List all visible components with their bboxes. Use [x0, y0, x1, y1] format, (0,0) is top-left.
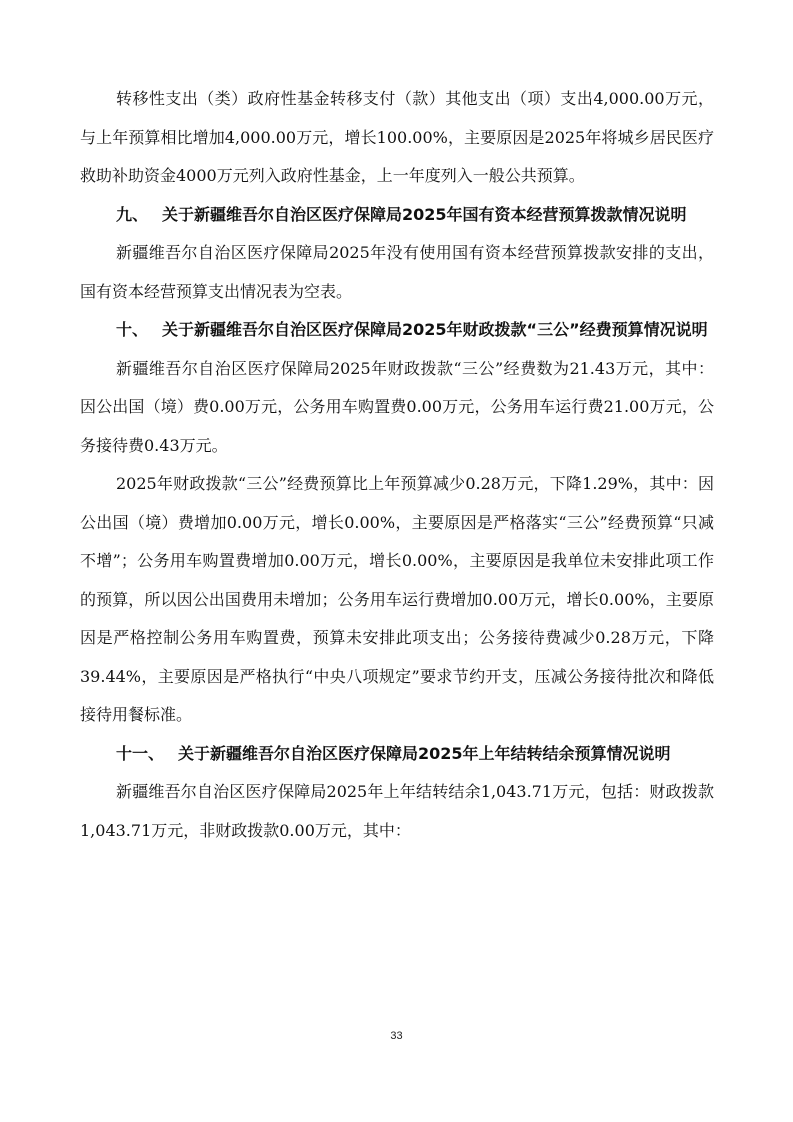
section-title: 关于新疆维吾尔自治区医疗保障局2025年上年结转结余预算情况说明 [178, 743, 671, 763]
section-title: 关于新疆维吾尔自治区医疗保障局2025年财政拨款“三公”经费预算情况说明 [162, 320, 708, 339]
paragraph-three-public-total: 新疆维吾尔自治区医疗保障局2025年财政拨款“三公”经费数为21.43万元，其中：因公出国（境）费0.00万元，公务用车购置费0.00万元，公务用车运行费21.00万元，公务接待费0.43万元。 [80, 358, 714, 455]
section-number: 十一、 [116, 743, 165, 763]
section-number: 十、 [116, 320, 149, 339]
paragraph-carryover: 新疆维吾尔自治区医疗保障局2025年上年结转结余1,043.71万元，包括：财政拨款1,043.71万元，非财政拨款0.00万元，其中： [80, 782, 714, 840]
paragraph-transfer-expenditure: 转移性支出（类）政府性基金转移支付（款）其他支出（项）支出4,000.00万元，与上年预算相比增加4,000.00万元，增长100.00%，主要原因是2025年将城乡居民医疗救助补助资金4000万元列入政府性基金，上一年度列入一般公共预算。 [80, 89, 714, 185]
section-heading-10 [80, 311, 714, 350]
document-body [80, 80, 714, 850]
section-number: 九、 [116, 204, 149, 224]
section-heading-11 [80, 735, 714, 774]
paragraph-three-public-change: 2025年财政拨款“三公”经费预算比上年预算减少0.28万元，下降1.29%，其中：因公出国（境）费增加0.00万元，增长0.00%，主要原因是严格落实“三公”经费预算“只减不增”；公务用车购置费增加0.00万元，增长0.00%，主要原因是我单位未安排此项工作的预算，所以因公出国费用未增加；公务用车运行费增加0.00万元，增长0.00%，主要原因是严格控制公务用车购置费，预算未安排此项支出；公务接待费减少0.28万元，下降39.44%，主要原因是严格执行“中央八项规定”要求节约开支，压减公务接待批次和降低接待用餐标准。 [80, 474, 714, 724]
paragraph-state-capital: 新疆维吾尔自治区医疗保障局2025年没有使用国有资本经营预算拨款安排的支出，国有资本经营预算支出情况表为空表。 [80, 243, 714, 301]
page-number: 33 [390, 1030, 403, 1042]
section-heading-9 [80, 196, 714, 235]
section-title: 关于新疆维吾尔自治区医疗保障局2025年国有资本经营预算拨款情况说明 [162, 204, 687, 224]
